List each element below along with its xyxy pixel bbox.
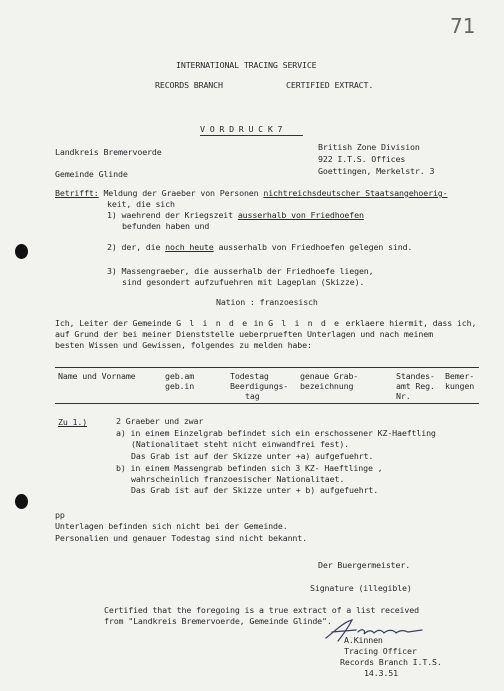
subject-item-1 [107, 210, 364, 220]
entry-line: Das Grab ist auf der Skizze unter + b) aufgefuehrt. [131, 485, 379, 495]
statement-line-1 [55, 318, 476, 328]
subject-line-1 [55, 188, 447, 198]
column-burial-date-cont: tag [245, 391, 260, 401]
entry-reference: Zu 1.) [58, 417, 88, 427]
pp-note: pp [55, 510, 65, 520]
entry-line: a) in einem Einzelgrab befindet sich ein erschossener KZ-Haeftling [116, 428, 436, 438]
certification-line-2: from "Landkreis Bremervoerde, Gemeinde Glinde". [104, 616, 332, 626]
column-remarks-cont: kungen [445, 381, 475, 391]
subject-emphasis: nichtreichsdeutscher Staatsangehoerig- [263, 188, 448, 198]
column-birth-date: geb.am [165, 371, 195, 381]
column-remarks: Bemer- [445, 371, 475, 381]
entry-line: (Nationalitaet steht nicht einwandfrei fest). [131, 439, 350, 449]
form-title: V O R D R U C K 7 [200, 124, 283, 134]
certified-extract-header: CERTIFIED EXTRACT. [286, 80, 374, 90]
officer-title: Tracing Officer [344, 646, 417, 656]
table-bottom-rule [55, 403, 479, 404]
statement-text-1: Ich, Leiter der Gemeinde [55, 318, 177, 328]
subject-item-2-text: 2) der, die [107, 242, 166, 252]
column-death-date: Todestag [230, 371, 269, 381]
subject-text: Meldung der Graeber von Personen [98, 188, 264, 198]
sender-district: Landkreis Bremervoerde [55, 147, 162, 157]
punch-hole [15, 244, 28, 259]
statement-line-3: besten Wissen und Gewissen, folgendes zu melden habe: [55, 340, 312, 350]
subject-item-2-rest: ausserhalb von Friedhoefen gelegen sind. [213, 242, 413, 252]
column-burial-date: Beerdigungs- [230, 381, 289, 391]
subject-label: Betrifft: [55, 188, 99, 198]
table-top-rule [55, 367, 479, 368]
statement-text-2: in [248, 318, 269, 328]
subject-item-2 [107, 242, 412, 252]
records-branch-header: RECORDS BRANCH [155, 80, 223, 90]
organization-header: INTERNATIONAL TRACING SERVICE [176, 60, 317, 70]
signature-note: Signature (illegible) [310, 583, 412, 593]
column-birth-place: geb.in [165, 381, 195, 391]
column-registry-nr: Nr. [396, 391, 411, 401]
subject-item-3: 3) Massengraeber, die ausserhalb der Friedhoefe liegen, [107, 266, 374, 276]
entry-line: wahrscheinlich franzoesischer Nationalitaet. [131, 474, 345, 484]
certification-line-1: Certified that the foregoing is a true extract of a list received [104, 605, 419, 615]
recipient-line-1: British Zone Division [318, 142, 420, 152]
sender-municipality: Gemeinde Glinde [55, 169, 128, 179]
officer-date: 14.3.51 [364, 668, 398, 678]
subject-line-2: keit, die sich [107, 199, 175, 209]
note-line-2: Personalien und genauer Todestag sind nicht bekannt. [55, 533, 307, 543]
subject-item-2-emphasis: noch heute [165, 242, 214, 252]
officer-office: Records Branch I.T.S. [340, 657, 442, 667]
column-grave-location-cont: bezeichnung [300, 381, 354, 391]
mayor-title: Der Buergermeister. [318, 560, 411, 570]
recipient-line-2: 922 I.T.S. Offices [318, 154, 406, 164]
statement-place-1: G l i n d e [176, 318, 249, 328]
statement-place-2: G l i n d e [268, 318, 341, 328]
note-line-1: Unterlagen befinden sich nicht bei der Gemeinde. [55, 521, 288, 531]
column-registry-cont: amt Reg. [396, 381, 435, 391]
officer-name: A.Kinnen [344, 635, 383, 645]
recipient-line-3: Goettingen, Merkelstr. 3 [318, 166, 435, 176]
column-name: Name und Vorname [58, 371, 136, 381]
punch-hole [15, 494, 28, 509]
statement-line-2: auf Grund der bei meiner Dienststelle ueberprueften Unterlagen und nach meinem [55, 329, 433, 339]
subject-item-3-line-2: sind gesondert aufzufuehren mit Lageplan (Skizze). [122, 277, 365, 287]
subject-item-1-emphasis: ausserhalb von Friedhoefen [237, 210, 364, 220]
entry-line: b) in einem Massengrab befinden sich 3 KZ- Haeftlinge , [116, 463, 383, 473]
column-grave-location: genaue Grab- [300, 371, 359, 381]
subject-item-1-line-2: befunden haben und [122, 221, 210, 231]
statement-text-3: erklaere hiermit, dass ich, [340, 318, 477, 328]
subject-item-1-text: 1) waehrend der Kriegszeit [107, 210, 238, 220]
entry-line: Das Grab ist auf der Skizze unter +a) aufgefuehrt. [131, 451, 374, 461]
page-number: 71 [450, 14, 476, 38]
form-title-underline [200, 135, 303, 136]
column-registry: Standes- [396, 371, 435, 381]
entry-line: 2 Graeber und zwar [116, 416, 204, 426]
nation-line: Nation : franzoesisch [216, 297, 318, 307]
